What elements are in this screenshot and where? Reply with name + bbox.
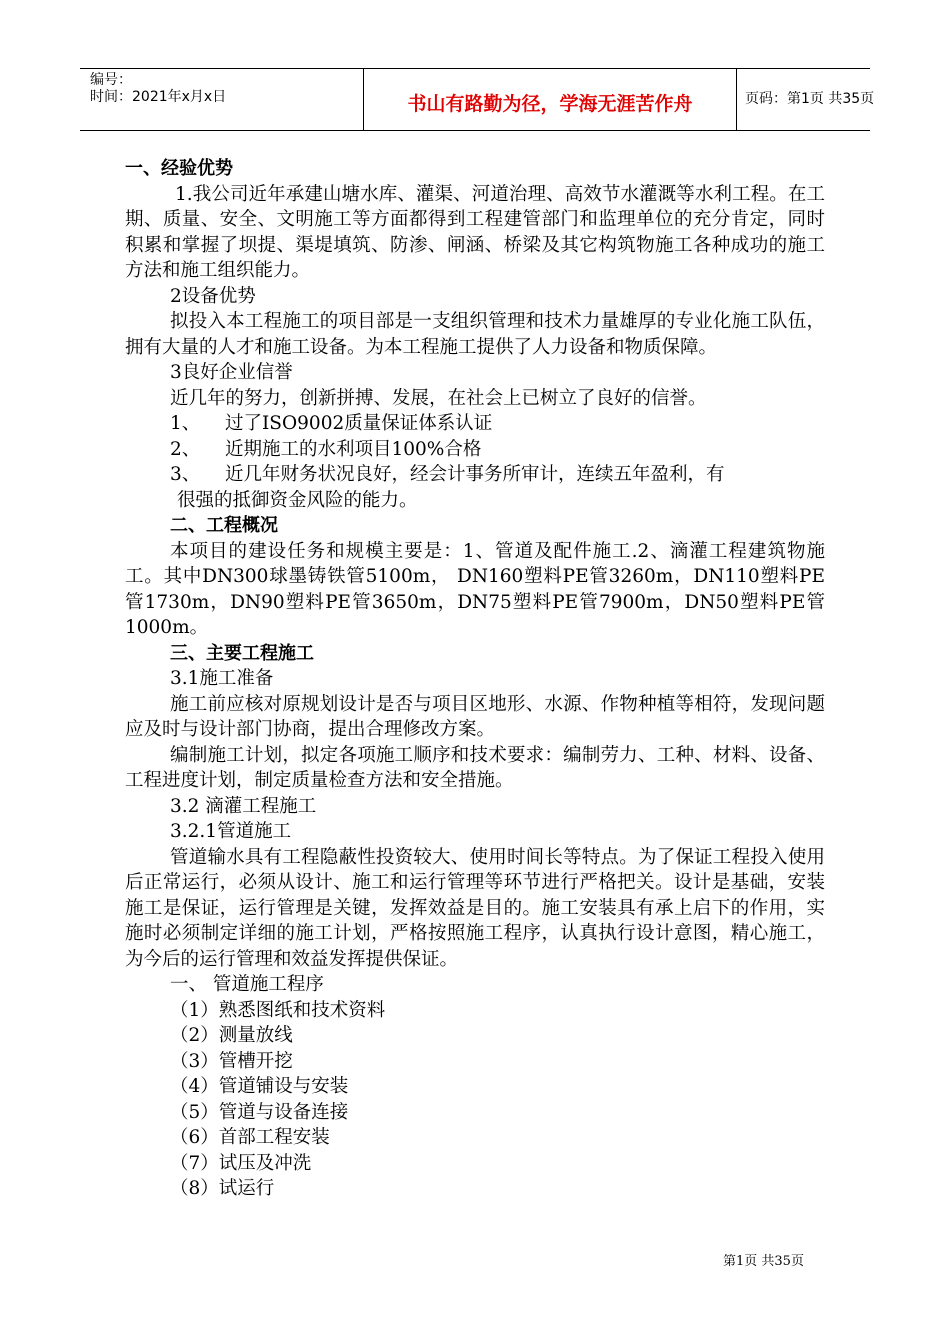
section-1-2-title: 2设备优势 <box>170 285 256 307</box>
section-3-1-title: 3.1施工准备 <box>170 668 274 689</box>
procedure-item: （6）首部工程安装 <box>170 1127 330 1148</box>
section-3-1-paragraph-1: 施工前应核对原规划设计是否与项目区地形、水源、作物种植等相符，发现问题应及时与设计部门协商，提出合理修改方案。 <box>125 693 825 740</box>
time-label: 时间：2021年x月x日 <box>90 89 227 105</box>
serial-label: 编号： <box>90 72 132 88</box>
list-item-continuation: 很强的抵御资金风险的能力。 <box>177 489 418 511</box>
list-item <box>125 411 825 437</box>
list-item-text: 近期施工的水利项目100%合格 <box>225 438 482 460</box>
header-left-cell <box>80 69 280 130</box>
procedure-item: （2）测量放线 <box>170 1025 293 1046</box>
section-3-1-paragraph-2: 编制施工计划，拟定各项施工顺序和技术要求：编制劳力、工种、材料、设备、工程进度计划，制定质量检查方法和安全措施。 <box>125 744 825 791</box>
section-1-title: 一、经验优势 <box>125 158 233 179</box>
procedure-item: （4）管道铺设与安装 <box>170 1076 349 1097</box>
section-1-paragraph-1: 1.我公司近年承建山塘水库、灌渠、河道治理、高效节水灌溉等水利工程。在工期、质量、安全、文明施工等方面都得到工程建管部门和监理单位的充分肯定，同时积累和掌握了坝提、渠堤填筑、防渗、闸涵、桥梁及其它构筑物施工各种成功的施工方法和施工组织能力。 <box>125 183 825 281</box>
section-1-2-text: 拟投入本工程施工的项目部是一支组织管理和技术力量雄厚的专业化施工队伍，拥有大量的人才和施工设备。为本工程施工提供了人力设备和物质保障。 <box>125 311 825 358</box>
list-item-number: 2、 <box>170 438 201 460</box>
procedure-item: （1）熟悉图纸和技术资料 <box>170 999 386 1021</box>
header-table <box>80 68 875 131</box>
section-3-title: 三、主要工程施工 <box>170 642 314 664</box>
procedure-title: 一、 管道施工程序 <box>170 974 324 995</box>
section-1-3-text: 近几年的努力，创新拼搏、发展，在社会上已树立了良好的信誉。 <box>170 387 707 409</box>
section-2-text: 本项目的建设任务和规模主要是：1、管道及配件施工.2、滴灌工程建筑物施工。其中DN300球墨铸铁管5100m， DN160塑料PE管3260m，DN110塑料PE管1730m，DN90塑料PE管3650m，DN75塑料PE管7900m，DN50塑料PE管1000m。 <box>125 540 825 638</box>
procedure-item: （5）管道与设备连接 <box>170 1101 349 1123</box>
page-info: 页码：第1页 共35页 <box>745 91 875 107</box>
procedure-item: （7）试压及冲洗 <box>170 1152 312 1174</box>
page-footer: 第1页 共35页 <box>723 1254 804 1269</box>
list-item-number: 1、 <box>170 413 201 434</box>
motto-text: 书山有路勤为径，学海无涯苦作舟 <box>407 93 693 115</box>
list-item-text: 近几年财务状况良好，经会计事务所审计，连续五年盈利，有 <box>225 464 725 485</box>
header-page-cell <box>735 69 875 130</box>
section-3-2-title: 3.2 滴灌工程施工 <box>170 795 317 817</box>
section-3-2-1-text: 管道输水具有工程隐蔽性投资较大、使用时间长等特点。为了保证工程投入使用后正常运行，必须从设计、施工和运行管理等环节进行严格把关。设计是基础，安装施工是保证，运行管理是关键，发挥效益是目的。施工安装具有承上启下的作用，实施时必须制定详细的施工计划，严格按照施工程序，认真执行设计意图，精心施工，为今后的运行管理和效益发挥提供保证。 <box>125 846 825 970</box>
procedure-item: （8）试运行 <box>170 1178 275 1199</box>
list-item <box>125 462 825 488</box>
document-body <box>125 156 825 1202</box>
list-item-number: 3、 <box>170 464 201 485</box>
procedure-item: （3）管槽开挖 <box>170 1050 293 1072</box>
list-item-text: 过了ISO9002质量保证体系认证 <box>225 413 493 434</box>
section-1-3-title: 3良好企业信誉 <box>170 362 293 383</box>
header-motto-cell <box>363 69 737 130</box>
list-item <box>125 437 825 463</box>
section-3-2-1-title: 3.2.1管道施工 <box>170 821 292 842</box>
section-2-title: 二、工程概况 <box>170 515 278 536</box>
